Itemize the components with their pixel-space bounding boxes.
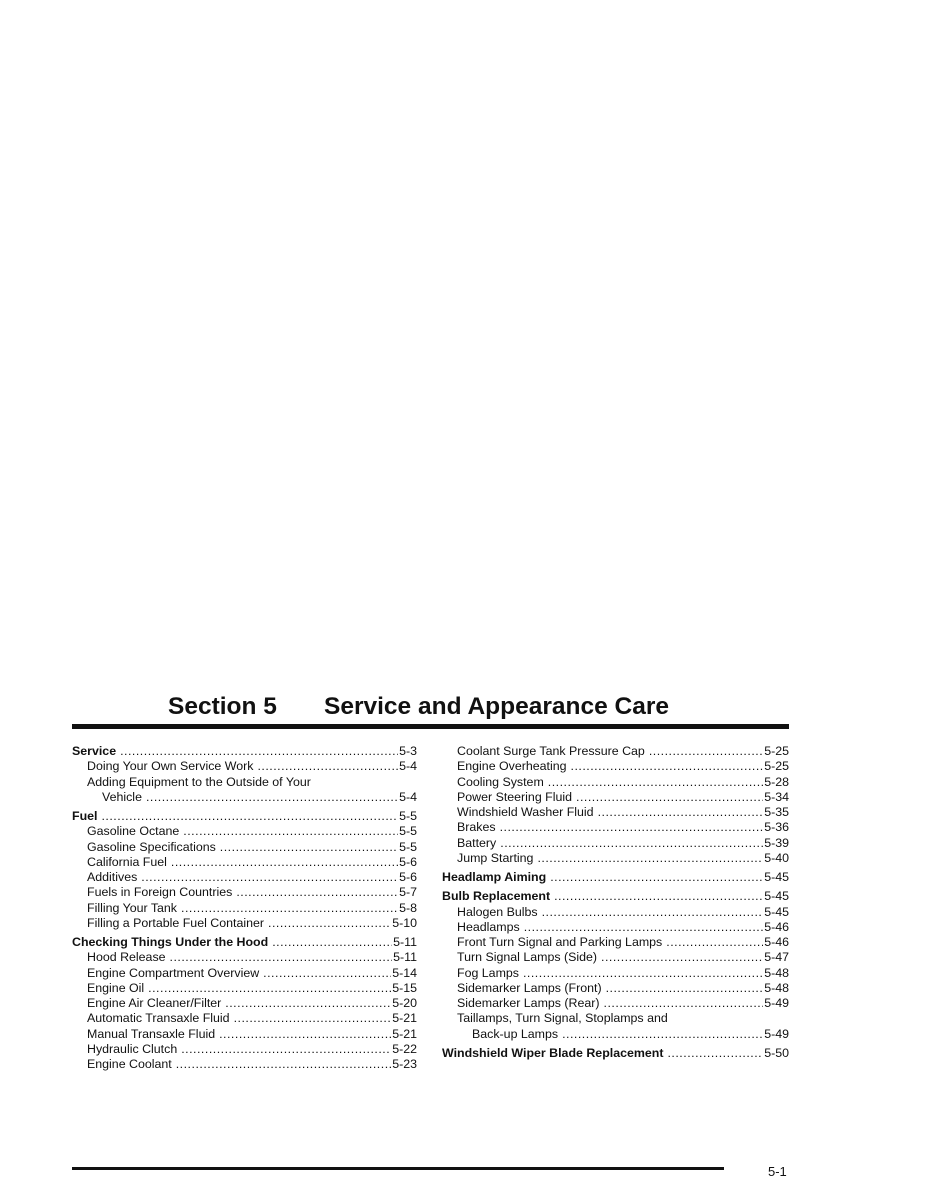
toc-entry-page: 5-45 [764, 904, 789, 919]
toc-entry-label: Taillamps, Turn Signal, Stoplamps and [457, 1011, 668, 1026]
toc-entry-page: 5-48 [764, 980, 789, 995]
toc-entry-page: 5-25 [764, 759, 789, 774]
toc-entry-page: 5-34 [764, 789, 789, 804]
toc-entry[interactable] [72, 981, 417, 996]
dot-leader [263, 966, 391, 981]
toc-entry-page: 5-23 [392, 1057, 417, 1071]
toc-entry-page: 5-10 [392, 915, 417, 930]
toc-section-entry[interactable] [442, 870, 789, 885]
toc-entry-page: 5-49 [764, 1026, 789, 1041]
toc-entry-page: 5-36 [764, 820, 789, 835]
toc-entry[interactable] [442, 905, 789, 920]
toc-entry-label: Hydraulic Clutch [87, 1041, 178, 1056]
toc-left-column [72, 744, 417, 1072]
toc-entry-page: 5-48 [764, 965, 789, 980]
toc-entry[interactable] [72, 1011, 417, 1026]
toc-entry-label: Additives [87, 870, 138, 884]
toc-section-entry[interactable] [442, 889, 789, 904]
toc-entry-label: Sidemarker Lamps (Rear) [457, 996, 600, 1010]
toc-entry-page: 5-39 [764, 835, 789, 850]
dot-leader [562, 1027, 763, 1042]
toc-entry[interactable] [442, 775, 789, 790]
toc-entry[interactable] [442, 759, 789, 774]
dot-leader [576, 790, 763, 805]
toc-entry[interactable] [72, 885, 417, 900]
dot-leader [236, 885, 398, 900]
toc-entry-label: Checking Things Under the Hood [72, 935, 269, 949]
dot-leader [171, 855, 398, 870]
dot-leader [604, 996, 764, 1011]
toc-entry-label: Automatic Transaxle Fluid [87, 1011, 230, 1026]
toc-entry-label: Doing Your Own Service Work [87, 759, 254, 774]
section-label: Section 5 [168, 693, 277, 720]
toc-entry[interactable] [442, 981, 789, 996]
toc-entry-label: Windshield Washer Fluid [457, 805, 594, 819]
dot-leader [523, 966, 763, 981]
toc-entry[interactable] [442, 966, 789, 981]
toc-entry-page: 5-46 [764, 935, 789, 949]
toc-entry-label: Service [72, 744, 117, 758]
toc-entry-page: 5-21 [392, 1026, 417, 1041]
toc-entry-label: Back-up Lamps [472, 1026, 559, 1041]
toc-entry-page: 5-8 [399, 900, 417, 915]
dot-leader [272, 935, 392, 950]
toc-entry[interactable] [72, 824, 417, 839]
toc-entry[interactable] [72, 901, 417, 916]
toc-entry-page: 5-5 [399, 839, 417, 854]
toc-entry-label: Hood Release [87, 950, 166, 965]
toc-entry-page: 5-20 [392, 996, 417, 1010]
toc-entry-label: Halogen Bulbs [457, 904, 538, 919]
dot-leader [101, 809, 398, 824]
toc-entry-label: Headlamps [457, 919, 520, 934]
toc-entry-label: Filling a Portable Fuel Container [87, 915, 265, 930]
toc-entry-page: 5-46 [764, 919, 789, 934]
toc-entry-label: Engine Overheating [457, 759, 567, 774]
toc-entry-page: 5-21 [392, 1011, 417, 1026]
toc-entry-page: 5-49 [764, 996, 789, 1010]
dot-leader [181, 901, 398, 916]
dot-leader [571, 759, 764, 774]
toc-entry-label: Engine Coolant [87, 1057, 172, 1071]
toc-entry[interactable] [442, 851, 789, 866]
toc-entry[interactable] [72, 1027, 417, 1042]
dot-leader [667, 1046, 763, 1061]
toc-entry-page: 5-7 [399, 885, 417, 900]
dot-leader [219, 1027, 391, 1042]
dot-leader [524, 920, 764, 935]
dot-leader [220, 840, 398, 855]
toc-entry-label: Engine Compartment Overview [87, 965, 260, 980]
dot-leader [181, 1042, 391, 1057]
toc-entry-page: 5-4 [399, 759, 417, 774]
toc-entry[interactable] [72, 790, 417, 805]
toc-entry[interactable] [72, 840, 417, 855]
section-title: Service and Appearance Care [324, 693, 669, 720]
toc-entry[interactable] [72, 759, 417, 774]
dot-leader [268, 916, 391, 931]
toc-entry-label: Front Turn Signal and Parking Lamps [457, 935, 663, 949]
toc-entry[interactable] [72, 855, 417, 870]
dot-leader [554, 889, 763, 904]
toc-entry-page: 5-6 [399, 854, 417, 869]
toc-entry[interactable] [442, 935, 789, 950]
toc-entry[interactable] [72, 916, 417, 931]
toc-entry[interactable] [72, 1057, 417, 1072]
dot-leader [537, 851, 763, 866]
toc-entry[interactable] [72, 775, 417, 790]
toc-entry[interactable] [442, 1027, 789, 1042]
dot-leader [234, 1011, 392, 1026]
toc-entry-page: 5-5 [399, 809, 417, 823]
toc-entry-label: Manual Transaxle Fluid [87, 1026, 216, 1041]
dot-leader [550, 870, 763, 885]
footer-rule [72, 1167, 724, 1170]
toc-entry[interactable] [72, 870, 417, 885]
toc-entry-page: 5-35 [764, 805, 789, 819]
toc-section-entry[interactable] [442, 1046, 789, 1061]
dot-leader [257, 759, 398, 774]
dot-leader [548, 775, 763, 790]
toc-entry[interactable] [72, 950, 417, 965]
toc-entry[interactable] [72, 996, 417, 1011]
toc-entry-label: Adding Equipment to the Outside of Your [87, 774, 311, 789]
toc-entry[interactable] [442, 836, 789, 851]
dot-leader [120, 744, 398, 759]
toc-entry-label: Engine Oil [87, 980, 145, 995]
toc-section-entry[interactable] [72, 935, 417, 950]
dot-leader [598, 805, 764, 820]
toc-entry-label: Gasoline Octane [87, 824, 180, 839]
toc-section-entry[interactable] [72, 744, 417, 759]
toc-entry-page: 5-5 [399, 824, 417, 839]
dot-leader [141, 870, 398, 885]
heading-rule [72, 724, 789, 729]
toc-entry-label: Coolant Surge Tank Pressure Cap [457, 744, 645, 758]
toc-entry[interactable] [72, 966, 417, 981]
toc-entry-label: Turn Signal Lamps (Side) [457, 950, 598, 965]
dot-leader [183, 824, 398, 839]
toc-entry[interactable] [442, 950, 789, 965]
toc-section-entry[interactable] [72, 809, 417, 824]
dot-leader [170, 950, 393, 965]
dot-leader [500, 820, 764, 835]
toc-entry[interactable] [442, 790, 789, 805]
dot-leader [542, 905, 764, 920]
toc-entry-label: Power Steering Fluid [457, 789, 573, 804]
toc-entry-page: 5-45 [764, 889, 789, 904]
toc-entry[interactable] [442, 920, 789, 935]
toc-entry-label: Sidemarker Lamps (Front) [457, 980, 602, 995]
toc-entry-page: 5-11 [393, 950, 417, 965]
toc-entry-label: Engine Air Cleaner/Filter [87, 996, 222, 1010]
toc-entry-label: Fog Lamps [457, 965, 519, 980]
dot-leader [649, 744, 763, 759]
toc-entry-page: 5-47 [764, 950, 789, 965]
toc-entry-page: 5-28 [764, 774, 789, 789]
toc-entry-label: Windshield Wiper Blade Replacement [442, 1045, 664, 1060]
toc-entry-label: Fuel [72, 809, 98, 823]
dot-leader [500, 836, 763, 851]
toc-entry-page: 5-25 [764, 744, 789, 758]
toc-entry[interactable] [442, 996, 789, 1011]
toc-entry[interactable] [72, 1042, 417, 1057]
page-number: 5-1 [768, 1164, 787, 1179]
dot-leader [225, 996, 391, 1011]
toc-entry-label: Filling Your Tank [87, 900, 178, 915]
dot-leader [606, 981, 764, 996]
dot-leader [601, 950, 763, 965]
toc-entry-page: 5-40 [764, 850, 789, 865]
toc-entry-page: 5-3 [399, 744, 417, 758]
toc-entry[interactable] [442, 744, 789, 759]
toc-entry[interactable] [442, 805, 789, 820]
toc-entry-label: Bulb Replacement [442, 889, 551, 904]
toc-entry-label: Battery [457, 835, 497, 850]
toc-entry[interactable] [442, 820, 789, 835]
toc-entry-label: California Fuel [87, 854, 167, 869]
toc-entry-label: Fuels in Foreign Countries [87, 885, 233, 900]
dot-leader [666, 935, 763, 950]
toc-entry-page: 5-15 [392, 980, 417, 995]
section-heading [168, 690, 788, 724]
toc-entry-label: Jump Starting [457, 850, 534, 865]
dot-leader [148, 981, 391, 996]
toc-entry-page: 5-6 [399, 870, 417, 884]
toc-entry-label: Vehicle [102, 789, 142, 804]
dot-leader [146, 790, 398, 805]
toc-right-column [442, 744, 789, 1061]
toc-entry-label: Cooling System [457, 774, 544, 789]
toc-entry[interactable] [442, 1011, 789, 1026]
toc-entry-label: Brakes [457, 820, 496, 835]
toc-entry-page: 5-4 [399, 789, 417, 804]
toc-entry-label: Gasoline Specifications [87, 839, 216, 854]
dot-leader [176, 1057, 391, 1072]
toc-entry-page: 5-14 [392, 965, 417, 980]
toc-entry-page: 5-22 [392, 1041, 417, 1056]
toc-entry-page: 5-11 [393, 935, 417, 949]
toc-entry-page: 5-45 [764, 870, 789, 884]
toc-entry-label: Headlamp Aiming [442, 870, 547, 884]
toc-entry-page: 5-50 [764, 1045, 789, 1060]
